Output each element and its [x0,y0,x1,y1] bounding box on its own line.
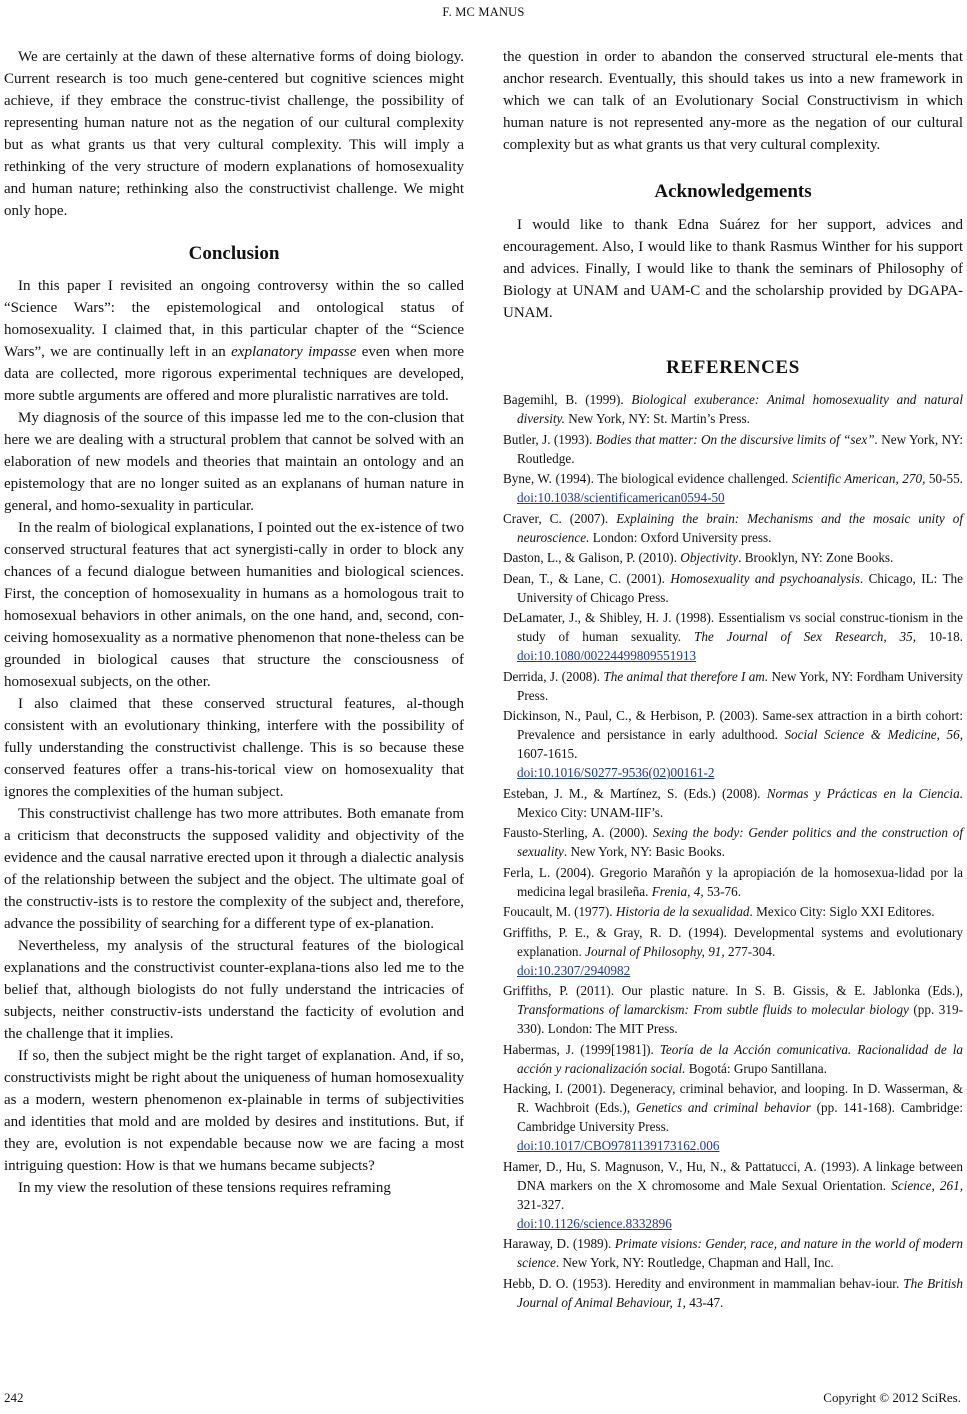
reference-text: Foucault, M. (1977). [503,904,616,919]
reference-text: Ferla, L. (2004). Gregorio Marañón y la apropiación de la homosexua-lidad por la medicina legal brasileña. [503,864,963,899]
reference-text: Bagemihl, B. (1999). [503,392,632,407]
body-paragraph: I also claimed that these conserved structural features, al-though consistent with an evolutionary thinking, interfere with the possibility of fully understanding the constructivist challenge. This is so because these conserved features offer a trans-his-torical view on homosexuality that ignores the complexities of the human subject. [4,696,464,800]
reference-title: Objectivity [680,550,739,565]
reference-title: Social Science & Medicine, 56, [784,727,963,742]
body-paragraph: My diagnosis of the source of this impasse led me to the con-clusion that here we are dealing with a structural problem that cannot be solved with an elaboration of new models and theories that maintain an ontology and an epistemology that are no longer suited as an explanans of human nature in general, and homo-sexuality in particular. [4,410,464,514]
reference-text: 43-47. [685,1294,724,1310]
reference-item [503,863,963,901]
reference-text: 50-55. [925,471,963,486]
body-paragraph: In my view the resolution of these tensions requires reframing [18,1180,391,1196]
reference-title: Sexing the body: Gender politics and the construction of sexuality [517,825,963,859]
left-column [4,46,464,1199]
reference-item [503,548,963,567]
emphasis-text: explanatory impasse [231,344,357,360]
reference-title: Transformations of lamarckism: From subtle fluids to molecular biology [517,1002,909,1017]
reference-text: . New York, NY: Routledge, Chapman and Hall, Inc. [555,1255,834,1270]
reference-item [503,667,963,705]
reference-title: Primate visions: Gender, race, and nature in the world of modern science [517,1236,963,1270]
reference-text: Byne, W. (1994). The biological evidence challenged. [503,471,792,486]
body-paragraph: We are certainly at the dawn of these alternative forms of doing biology. Current research is too much gene-centered but cognitive sciences might achieve, if they embrace the construc-tivist challenge, the possibility of representing human nature not as the negation of our cultural complexity but as what grants us that very cultural complexity. This will imply a rethinking of the very structure of modern explanations of homosexuality and human nature; rethinking also the constructivist challenge. We might only hope. [4,49,464,219]
doi-link[interactable]: doi:10.1016/S0277-9536(02)00161-2 [517,765,715,780]
reference-text: Butler, J. (1993). [503,431,596,447]
reference-text: 321-327. [517,1196,565,1212]
doi-link[interactable]: doi:10.1038/scientificamerican0594-50 [517,490,725,505]
reference-text: Griffiths, P. (2011). Our plastic nature. In S. B. Gissis, & E. Jablonka (Eds.), [503,983,963,998]
reference-item [503,608,963,665]
body-paragraph [4,275,464,407]
body-paragraph: If so, then the subject might be the right target of explanation. And, if so, constructivists might be right about the uniqueness of human homosexuality as a modern, western phenomenon ex-plainable in terms of subjectivities and identities that mold and are molded by desires and institutions. But, if they are, evolution is not expendable because now we are facing a most intriguing question: How is that we humans became subjects? [4,1048,464,1174]
reference-text: Hacking, I. (2001). Degeneracy, criminal behavior, and looping. In D. Wasserman, & R. Wachbroit (Eds.), [503,1081,963,1115]
reference-text: Derrida, J. (2008). [503,668,604,684]
reference-item [503,706,963,782]
reference-text: . Mexico City: Siglo XXI Editores. [749,904,935,919]
reference-title: Explaining the brain: Mechanisms and the mosaic unity of neuroscience. [517,510,963,545]
reference-item [503,1274,963,1312]
doi-link[interactable]: doi:10.2307/2940982 [517,962,631,978]
reference-text: 53-76. [703,883,742,899]
reference-text: . Brooklyn, NY: Zone Books. [738,550,894,565]
reference-title: The Journal of Sex Research, 35, [693,629,917,644]
reference-item [503,1234,963,1272]
running-head: F. MC MANUS [442,5,525,19]
reference-item [503,569,963,607]
reference-title: Journal of Philosophy, 91, [585,943,725,959]
reference-title: Normas y Prácticas en la Ciencia. [766,785,963,801]
reference-text: Craver, C. (2007). [503,510,617,526]
reference-title: Biological exuberance: Animal homosexuality and natural diversity. [517,392,963,426]
doi-link[interactable]: doi:10.1080/00224499809551913 [517,648,697,663]
acknowledgements-text: I would like to thank Edna Suárez for her support, advices and encouragement. Also, I would like to thank Rasmus Winther for his support and advices. Finally, I would like to thank the seminars of Philosophy of Biology at UNAM and UAM-C and the scholarship provided by DGAPA-UNAM. [503,217,963,321]
references-list [503,390,963,1312]
reference-text: DeLamater, J., & Shibley, H. J. (1998). Essentialism vs social construc-tionism in the study of human sexuality. [503,610,963,644]
text-run: In this paper I revisited an ongoing controversy within the so called “Science Wars”: the epistemological and ontological status of homosexuality. I claimed that, in this particular chapter of the “Science Wars”, we are continually left in an [4,278,464,360]
body-paragraph: the question in order to abandon the conserved structural ele-ments that anchor research. Eventually, this should takes us into a new framework in which we can talk of an Evolutionary Social Constructivism in which human nature is not represented any-more as the negation of our cultural complexity but as what grants us that very cultural complexity. [503,49,963,153]
reference-item [503,823,963,861]
reference-title: Homosexuality and psychoanalysis [670,570,860,586]
reference-text: Haraway, D. (1989). [503,1236,615,1251]
body-paragraph: In the realm of biological explanations, I pointed out the ex-istence of two conserved structural features that act synergisti-cally in order to block any chances of a fecund dialogue between humanities and biological sciences. First, the conception of homosexuality in humans as a homologous trait to homosexual behaviors in other animals, on the one hand, and, second, con-ceiving homosexuality as a normative phenomenon that none-theless can be grounded in biological causes that structure the consciousness of homosexual subjects, on the other. [4,520,464,690]
reference-item [503,390,963,428]
reference-text: Bogotá: Grupo Santillana. [685,1060,827,1076]
reference-text: Mexico City: UNAM-IIF’s. [517,804,664,820]
right-column [503,46,963,1313]
reference-item [503,923,963,980]
reference-text: Dickinson, N., Paul, C., & Herbison, P. (2003). Same-sex attraction in a birth cohort: Prevalence and persistance in early adulthood. [503,708,963,742]
reference-item [503,509,963,547]
reference-text: Dean, T., & Lane, C. (2001). [503,570,671,586]
reference-text: Habermas, J. (1999[1981]). [503,1041,660,1057]
reference-text: Fausto-Sterling, A. (2000). [503,825,653,840]
reference-title: Historia de la sexualidad [615,904,750,919]
reference-item [503,430,963,468]
reference-text: . Chicago, IL: The University of Chicago Press. [517,570,964,605]
reference-text: Hebb, D. O. (1953). Heredity and environment in mammalian behav-iour. [503,1275,904,1291]
reference-item [503,902,963,921]
reference-text: Griffiths, P. E., & Gray, R. D. (1994). Developmental systems and evolutionary explanation. [503,924,963,959]
page-number: 242 [4,1390,24,1405]
reference-text: 277-304. [724,943,776,959]
reference-title: The animal that therefore I am. [603,668,769,684]
doi-link[interactable]: doi:10.1126/science.8332896 [517,1215,672,1231]
reference-item [503,1157,963,1233]
reference-title: Scientific American, 270, [791,471,926,486]
reference-title: Teoría de la Acción comunicativa. Racionalidad de la acción y racionalización social. [517,1041,963,1076]
reference-title: Genetics and criminal behavior [635,1100,811,1115]
reference-item [503,784,963,822]
reference-text: New York, NY: St. Martin’s Press. [564,411,750,426]
reference-text: New York, NY: Routledge. [517,431,963,466]
reference-text: Hamer, D., Hu, S. Magnuson, V., Hu, N., & Pattatucci, A. (1993). A linkage between DNA markers on the X chromosome and Male Sexual Orientation. [503,1158,963,1193]
reference-item [503,1079,963,1155]
reference-text: New York, NY: Fordham University Press. [517,668,964,703]
reference-text: London: Oxford University press. [589,529,772,545]
reference-text: (pp. 319-330). London: The MIT Press. [517,1002,963,1036]
reference-title: Science, 261, [891,1177,963,1193]
reference-text: Daston, L., & Galison, P. (2010). [503,550,681,565]
reference-title: Bodies that matter: On the discursive limits of “sex”. [595,431,878,447]
body-paragraph: This constructivist challenge has two more attributes. Both emanate from a criticism that deconstructs the supposed validity and objectivity of the evidence and the causal narrative erected upon it through a dialectic analysis of the relationship between the subject and the object. The ultimate goal of the constructiv-ists is to restore the complexity of the subject and, therefore, advance the possibility of searching for a different type of ex-planation. [4,806,464,932]
reference-text: Esteban, J. M., & Martínez, S. (Eds.) (2008). [503,785,767,801]
conclusion-heading: Conclusion [188,243,280,264]
acknowledgements-heading: Acknowledgements [654,181,812,202]
copyright-notice: Copyright © 2012 SciRes. [823,1390,961,1405]
body-paragraph: Nevertheless, my analysis of the structural features of the biological explanations and the constructivist counter-explana-tions also led me to the belief that, although biologists do not fully understand the intricacies of subjects, neither constructiv-ists understand the facticity of evolution and the challenge that it implies. [4,938,464,1042]
doi-link[interactable]: doi:10.1017/CBO9781139173162.006 [517,1138,720,1153]
references-heading: REFERENCES [666,357,800,378]
text-run: even when more data are collected, more rigorous experimental techniques are developed, more subtle arguments are offered and more pluralistic narratives are told. [4,344,464,404]
reference-item [503,1040,963,1078]
reference-title: Frenia, 4, [651,883,704,899]
reference-text: 1607-1615. [517,746,578,761]
reference-item [503,981,963,1038]
reference-item [503,469,963,507]
reference-text: (pp. 141-168). Cambridge: Cambridge University Press. [517,1100,963,1134]
reference-text: . New York, NY: Basic Books. [563,844,725,859]
reference-text: 10-18. [916,629,963,644]
reference-title: The British Journal of Animal Behaviour, 1, [517,1275,963,1310]
